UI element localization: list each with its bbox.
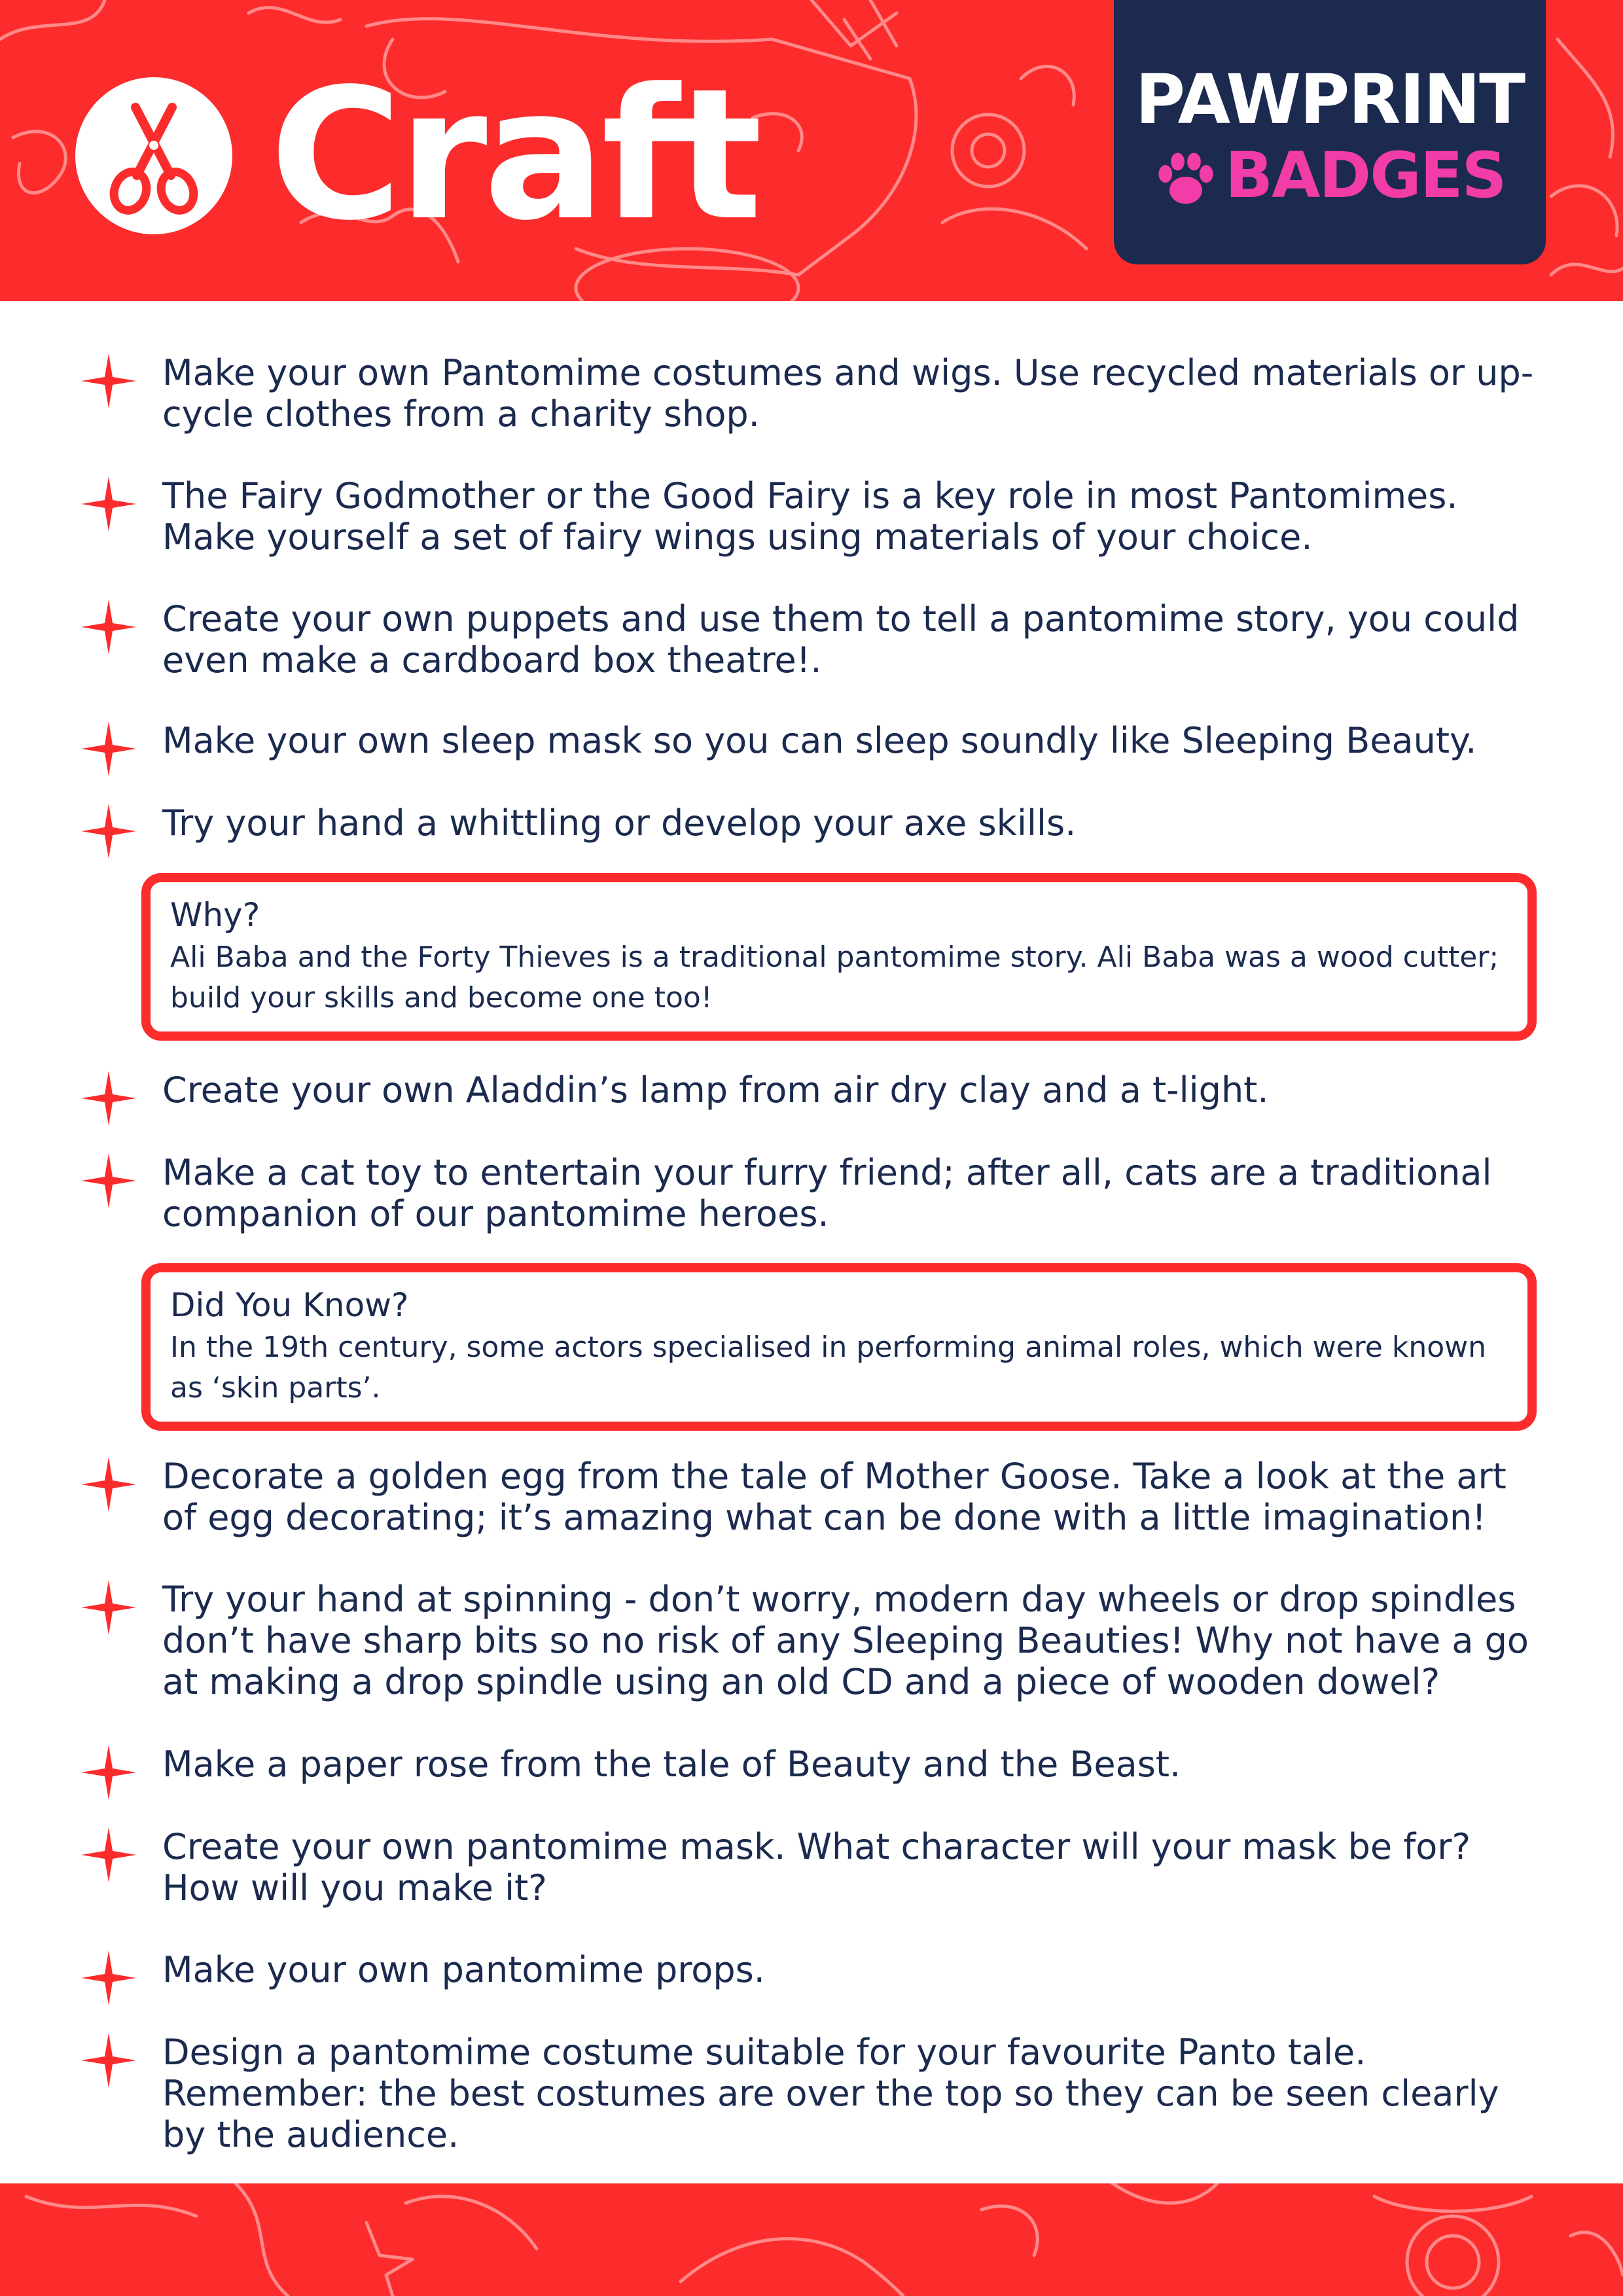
page-title: Craft	[270, 50, 758, 260]
footer-banner	[0, 2183, 1623, 2296]
scissors-icon	[75, 77, 232, 234]
star-bullet-icon	[81, 1827, 136, 1882]
star-bullet-icon	[81, 353, 136, 408]
list-item-text: Make a paper rose from the tale of Beauty and the Beast.	[162, 1744, 1181, 1785]
list-item-text: Make your own Pantomime costumes and wigs. Use recycled materials or up-cycle clothes from a charity shop.	[162, 352, 1534, 435]
star-bullet-icon	[81, 476, 136, 531]
star-bullet-icon	[81, 721, 136, 776]
star-bullet-icon	[81, 2033, 136, 2088]
scissors-badge	[75, 77, 232, 234]
list-item-text: Make your own sleep mask so you can sleep soundly like Sleeping Beauty.	[162, 720, 1477, 761]
callout-body: Ali Baba and the Forty Thieves is a traditional pantomime story. Ali Baba was a wood cutter; build your skills and become one too!	[170, 941, 1499, 1014]
list-item-text: Decorate a golden egg from the tale of Mother Goose. Take a look at the art of egg decorating; it’s amazing what can be done with a little imagination!	[162, 1456, 1507, 1538]
star-bullet-icon	[81, 1153, 136, 1208]
list-item-text: The Fairy Godmother or the Good Fairy is a key role in most Pantomimes. Make yourself a set of fairy wings using materials of your choice.	[162, 475, 1458, 558]
list-item-text: Try your hand at spinning - don’t worry, modern day wheels or drop spindles don’t have sharp bits so no risk of any Sleeping Beauties! Why not have a go at making a drop spindle using an old CD and a piece of wooden dowel?	[162, 1579, 1529, 1702]
did-you-know-callout	[141, 1263, 1537, 1431]
callout-heading: Why?	[170, 896, 260, 934]
header-banner	[0, 0, 1623, 301]
list-item-text: Try your hand a whittling or develop your axe skills.	[162, 802, 1077, 844]
star-bullet-icon	[81, 1580, 136, 1635]
callout-heading: Did You Know?	[170, 1286, 409, 1324]
star-bullet-icon	[81, 1071, 136, 1126]
list-item-text: Design a pantomime costume suitable for your favourite Panto tale. Remember: the best costumes are over the top so they can be seen clearly by the audience.	[162, 2032, 1499, 2155]
star-bullet-icon	[81, 1457, 136, 1512]
star-bullet-icon	[81, 1950, 136, 2005]
paw-print-icon	[1152, 145, 1220, 213]
star-bullet-icon	[81, 804, 136, 859]
star-bullet-icon	[81, 600, 136, 655]
list-item-text: Make a cat toy to entertain your furry friend; after all, cats are a traditional companion of our pantomime heroes.	[162, 1152, 1492, 1234]
callout-body: In the 19th century, some actors specialised in performing animal roles, which were known as ‘skin parts’.	[170, 1331, 1487, 1405]
list-item-text: Create your own pantomime mask. What character will your mask be for? How will you make it?	[162, 1826, 1471, 1909]
star-bullet-icon	[81, 1745, 136, 1800]
list-item-text: Make your own pantomime props.	[162, 1949, 765, 1990]
why-callout	[141, 873, 1537, 1041]
footer-doodles	[0, 2183, 1623, 2296]
brand-name-line1: PAWPRINT	[1135, 60, 1525, 139]
brand-name-line2: BADGES	[1225, 139, 1506, 212]
list-item-text: Create your own puppets and use them to tell a pantomime story, you could even make a cardboard box theatre!.	[162, 598, 1520, 681]
list-item-text: Create your own Aladdin’s lamp from air dry clay and a t-light.	[162, 1069, 1269, 1111]
brand-logo	[1114, 0, 1546, 264]
